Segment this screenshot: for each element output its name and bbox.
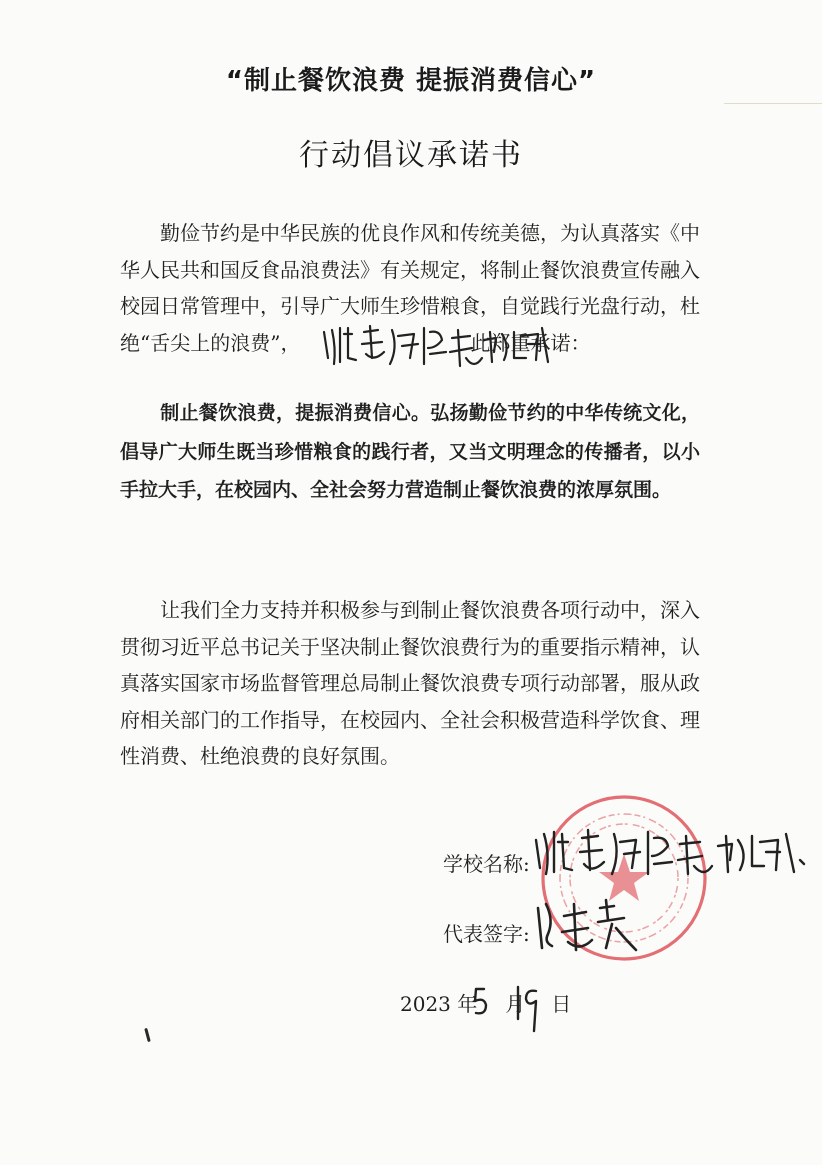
- paragraph-intro-text: 勤俭节约是中华民族的优良作风和传统美德，为认真落实《中华人民共和国反食品浪费法》有关规定，将制止餐饮浪费宣传融入校园日常管理中，引导广大师生珍惜粮食，自觉践行光盘行动，杜绝“舌尖上的浪费”，: [120, 221, 700, 355]
- paragraph-action-text: 让我们全力支持并积极参与到制止餐饮浪费各项行动中，深入贯彻习近平总书记关于坚决制止餐饮浪费行为的重要指示精神，认真落实国家市场监督管理总局制止餐饮浪费专项行动部署，服从政府相关部门的工作指导，在校园内、全社会积极营造科学饮食、理性消费、杜绝浪费的良好氛围。: [120, 598, 700, 768]
- handwritten-date-digits: [470, 975, 550, 1035]
- date-month-label: 月: [505, 992, 526, 1016]
- date-day-label: 日: [551, 992, 572, 1016]
- paragraph-commitment: [120, 394, 700, 510]
- paragraph-commitment-text: 制止餐饮浪费，提振消费信心。弘扬勤俭节约的中华传统文化，倡导广大师生既当珍惜粮食的践行者，又当文明理念的传播者，以小手拉大手，在校园内、全社会努力营造制止餐饮浪费的浓厚氛围。: [120, 402, 700, 501]
- paragraph-intro-ending: 此郑重承诺：: [470, 330, 591, 355]
- scan-edge-line: [724, 103, 822, 104]
- representative-signature-label: 代表签字:: [443, 922, 530, 946]
- date-year: 2023 年: [400, 992, 478, 1016]
- document-subtitle: 行动倡议承诺书: [299, 138, 523, 173]
- handwritten-school-name-inline: [318, 318, 558, 378]
- document-title: “制止餐饮浪费 提振消费信心”: [225, 66, 597, 96]
- scan-ink-mark: [144, 1028, 151, 1042]
- handwritten-signature: [528, 890, 648, 960]
- paragraph-action: [120, 592, 700, 775]
- handwritten-school-name: [530, 820, 810, 890]
- school-name-label: 学校名称:: [443, 852, 530, 876]
